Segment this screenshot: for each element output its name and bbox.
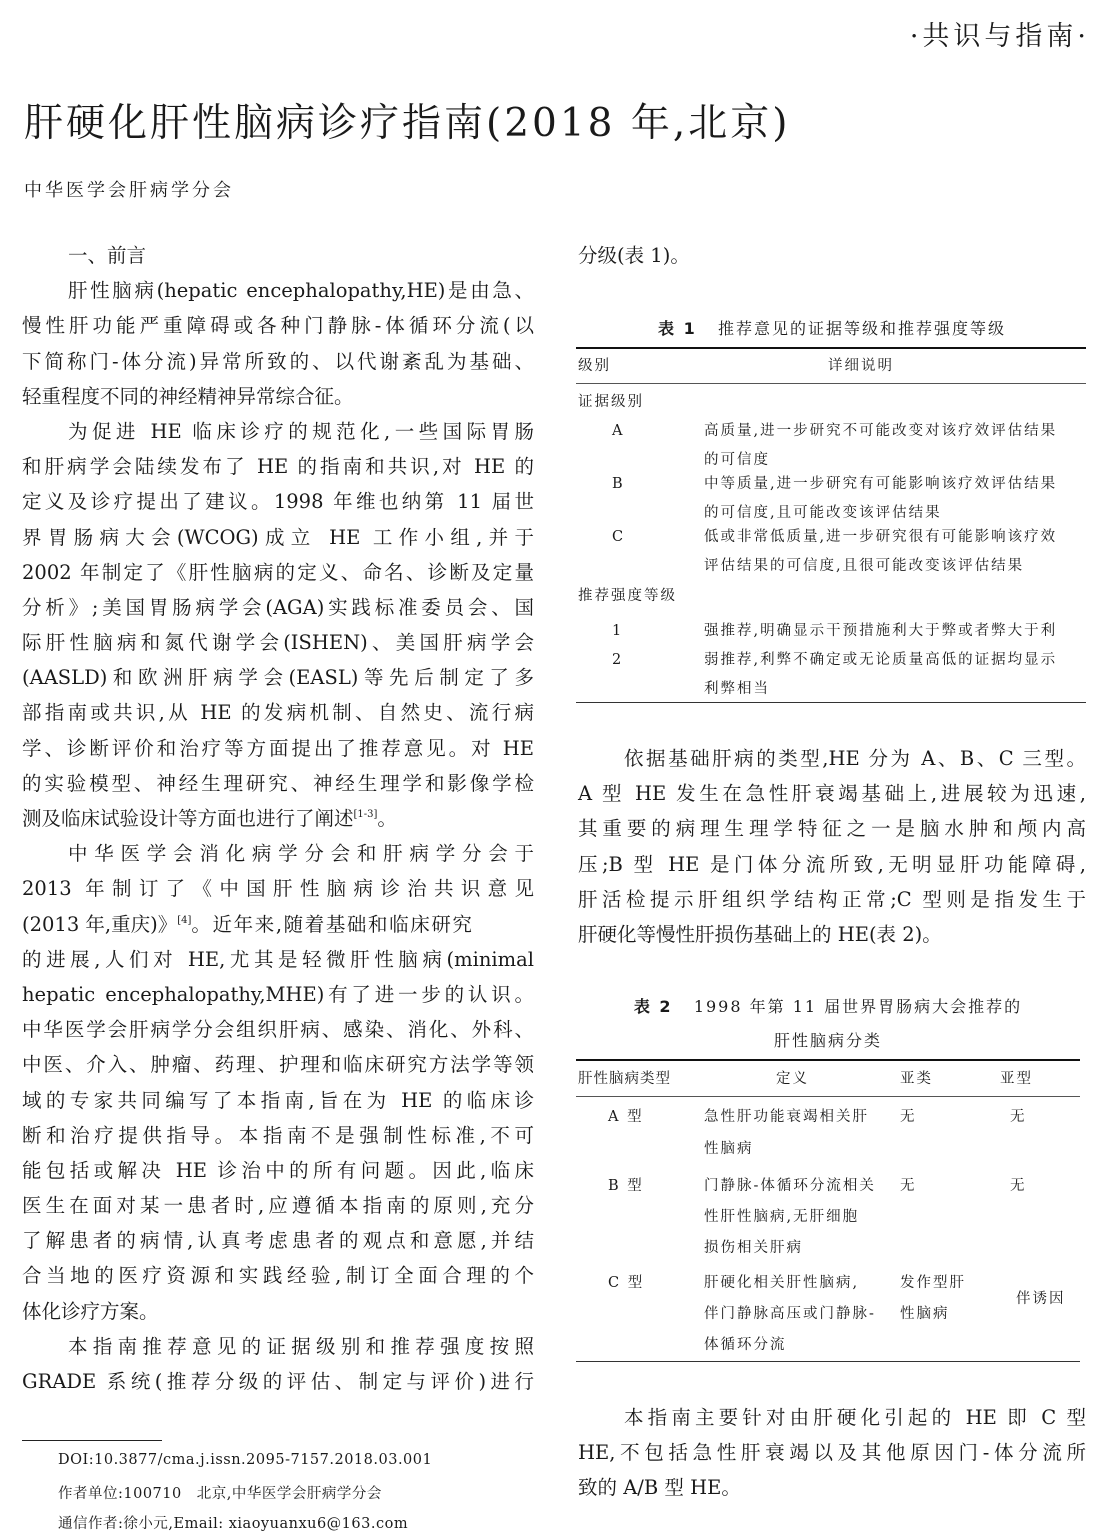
table1-header-rule	[576, 383, 1086, 384]
table2-top-rule	[576, 1059, 1080, 1061]
citation: [1-3]	[353, 809, 378, 820]
table1-header-level: 级别	[578, 358, 611, 374]
scope-paragraph	[578, 1400, 1086, 1506]
table1-group-evidence: 证据级别	[578, 394, 644, 410]
body-line: 学、诊断评价和治疗等方面提出了推荐意见。对 HE	[22, 736, 534, 760]
table1-desc: 弱推荐,利弊不确定或无论质量高低的证据均显示	[704, 652, 1058, 668]
table2-subclass: 无	[900, 1178, 917, 1194]
body-line: 下简称门-体分流)异常所致的、以代谢紊乱为基础、	[22, 349, 534, 373]
body-line: 界胃肠病大会(WCOG)成立 HE 工作小组,并于	[22, 525, 534, 549]
table2-header-definition: 定义	[776, 1071, 809, 1087]
table2-definition: 急性肝功能衰竭相关肝	[704, 1109, 869, 1125]
body-line: 压;B 型 HE 是门体分流所致,无明显肝功能障碍,	[578, 852, 1086, 876]
table2-type: B 型	[608, 1178, 644, 1194]
body-line: 依据基础肝病的类型,HE 分为 A、B、C 三型。	[624, 747, 1086, 770]
body-line: 医生在面对某一患者时,应遵循本指南的原则,充分	[22, 1194, 534, 1218]
section-tag: ·共识与指南·	[909, 21, 1090, 52]
table1-desc: 的可信度	[704, 452, 770, 468]
table1-top-rule	[576, 347, 1086, 349]
body-line: 2002 年制定了《肝性脑病的定义、命名、诊断及定量	[22, 560, 534, 584]
table-label: 表 1	[658, 319, 697, 338]
table2-subtype: 无	[1010, 1178, 1027, 1194]
table2-definition: 肝硬化相关肝性脑病,	[704, 1275, 860, 1291]
left-column	[22, 238, 534, 1399]
table1-desc: 高质量,进一步研究不可能改变对该疗效评估结果	[704, 423, 1058, 439]
body-line: 的进展,人们对 HE,尤其是轻微肝性脑病(minimal	[22, 947, 534, 971]
table2-subclass: 性脑病	[900, 1306, 950, 1322]
body-line: 中华医学会肝病学分会组织肝病、感染、消化、外科、	[22, 1018, 534, 1042]
table1-bottom-rule	[576, 702, 1086, 703]
table2-definition: 性肝性脑病,无肝细胞	[704, 1209, 860, 1225]
classification-paragraph	[578, 741, 1086, 952]
table1-level: C	[612, 529, 626, 545]
body-text: 测及临床试验设计等方面也进行了阐述	[22, 807, 354, 830]
body-line: HE,不包括急性肝衰竭以及其他原因门-体分流所	[578, 1441, 1086, 1465]
table2-definition: 体循环分流	[704, 1337, 787, 1353]
citation: [4]	[177, 914, 192, 926]
body-line: 体化诊疗方案。	[22, 1299, 159, 1323]
body-line: hepatic encephalopathy,MHE)有了进一步的认识。	[22, 982, 534, 1006]
author-affiliation: 作者单位:100710 北京,中华医学会肝病学分会	[58, 1486, 382, 1502]
table2-caption-line2: 肝性脑病分类	[773, 1031, 882, 1050]
body-line-with-citation	[22, 907, 534, 942]
table2-header-type: 肝性脑病类型	[578, 1071, 671, 1087]
footnote-divider	[22, 1440, 162, 1441]
body-line: 分析》;美国胃肠病学会(AGA)实践标准委员会、国	[22, 595, 534, 619]
body-line: 中医、介入、肿瘤、药理、护理和临床研究方法学等领	[22, 1053, 534, 1077]
table1-level: 1	[612, 623, 624, 639]
table2-subclass: 无	[900, 1109, 917, 1125]
doi: DOI:10.3877/cma.j.issn.2095-7157.2018.03.001	[58, 1452, 433, 1468]
body-line: 肝活检提示肝组织学结构正常;C 型则是指发生于	[578, 887, 1086, 911]
table2-header-rule	[576, 1096, 1080, 1097]
body-line: 和肝病学会陆续发布了 HE 的指南和共识,对 HE 的	[22, 455, 534, 479]
body-line: 合当地的医疗资源和实践经验,制订全面合理的个	[22, 1264, 534, 1288]
table1-desc: 利弊相当	[704, 681, 770, 697]
body-line: 域的专家共同编写了本指南,旨在为 HE 的临床诊	[22, 1088, 534, 1112]
body-line: 能包括或解决 HE 诊治中的所有问题。因此,临床	[22, 1158, 534, 1182]
body-line: 致的 A/B 型 HE。	[578, 1476, 741, 1500]
period: 。	[377, 807, 397, 830]
article-title: 肝硬化肝性脑病诊疗指南(2018 年,北京)	[24, 101, 791, 146]
body-line: 慢性肝功能严重障碍或各种门静脉-体循环分流(以	[22, 314, 534, 338]
body-line: 定义及诊疗提出了建议。1998 年维也纳第 11 届世	[22, 490, 534, 514]
table1-desc: 强推荐,明确显示干预措施利大于弊或者弊大于利	[704, 623, 1058, 639]
table2-bottom-rule	[576, 1361, 1080, 1362]
table2-definition: 性脑病	[704, 1141, 754, 1157]
section-heading: 一、前言	[68, 244, 147, 267]
body-line: 中华医学会消化病学分会和肝病学分会于	[68, 842, 534, 866]
table2-definition: 伴门静脉高压或门静脉-	[704, 1306, 876, 1322]
table2-type: C 型	[608, 1275, 645, 1291]
body-line: 部指南或共识,从 HE 的发病机制、自然史、流行病	[22, 701, 534, 725]
table2-subclass: 发作型肝	[900, 1275, 966, 1291]
table1-header-description: 详细说明	[828, 358, 894, 374]
corresponding-author: 通信作者:徐小元,Email: xiaoyuanxu6@163.com	[58, 1516, 409, 1532]
body-line: A 型 HE 发生在急性肝衰竭基础上,进展较为迅速,	[578, 782, 1086, 806]
table1-desc: 评估结果的可信度,且很可能改变该评估结果	[704, 558, 1025, 574]
body-line: 肝硬化等慢性肝损伤基础上的 HE(表 2)。	[578, 922, 942, 946]
table1-level: B	[612, 476, 625, 492]
body-line: 断和治疗提供指导。本指南不是强制性标准,不可	[22, 1123, 534, 1147]
body-line: 际肝性脑病和氮代谢学会(ISHEN)、美国肝病学会	[22, 631, 534, 655]
body-line: GRADE 系统(推荐分级的评估、制定与评价)进行	[22, 1370, 534, 1393]
body-line: 为促进 HE 临床诊疗的规范化,一些国际胃肠	[68, 419, 534, 443]
table-label: 表 2	[633, 997, 673, 1016]
body-line: 本指南推荐意见的证据级别和推荐强度按照	[68, 1334, 534, 1358]
author-organization: 中华医学会肝病学分会	[24, 180, 234, 201]
body-line: 了解患者的病情,认真考虑患者的观点和意愿,并结	[22, 1229, 534, 1253]
body-line: 其重要的病理生理学特征之一是脑水肿和颅内高	[578, 817, 1086, 841]
body-line: (AASLD)和欧洲肝病学会(EASL)等先后制定了多	[22, 666, 534, 690]
table-title: 1998 年第 11 届世界胃肠病大会推荐的	[693, 997, 1023, 1016]
body-line: 轻重程度不同的神经精神异常综合征。	[22, 384, 354, 408]
table2-subtype: 无	[1010, 1109, 1027, 1125]
body-line-with-citation	[22, 801, 534, 836]
table-title: 推荐意见的证据等级和推荐强度等级	[717, 319, 1006, 338]
table2-subtype: 伴诱因	[1016, 1291, 1066, 1307]
body-line: 肝性脑病(hepatic encephalopathy,HE)是由急、	[68, 279, 534, 303]
table2-header-subtype: 亚型	[1000, 1071, 1033, 1087]
table1-desc: 低或非常低质量,进一步研究很有可能影响该疗效	[704, 529, 1058, 545]
table2-caption	[578, 994, 1078, 1017]
body-text: (2013 年,重庆)》	[22, 912, 178, 936]
table1-desc: 的可信度,且可能改变该评估结果	[704, 505, 942, 521]
table2-definition: 门静脉-体循环分流相关	[704, 1178, 876, 1194]
body-line: 分级(表 1)。	[578, 244, 690, 267]
body-text: 。近年来,随着基础和临床研究	[191, 912, 474, 936]
continuation-text	[578, 238, 1086, 273]
table2-definition: 损伤相关肝病	[704, 1240, 803, 1256]
table2-type: A 型	[608, 1109, 644, 1125]
body-line: 本指南主要针对由肝硬化引起的 HE 即 C 型	[624, 1406, 1086, 1429]
table1-desc: 中等质量,进一步研究有可能影响该疗效评估结果	[704, 476, 1058, 492]
body-line: 的实验模型、神经生理研究、神经生理学和影像学检	[22, 771, 534, 795]
table1-group-strength: 推荐强度等级	[578, 588, 677, 604]
table1-level: A	[612, 423, 625, 439]
table1-caption	[578, 316, 1086, 339]
table1-level: 2	[612, 652, 624, 668]
table2-header-subclass: 亚类	[900, 1071, 933, 1087]
body-line: 2013 年制订了《中国肝性脑病诊治共识意见	[22, 877, 534, 901]
